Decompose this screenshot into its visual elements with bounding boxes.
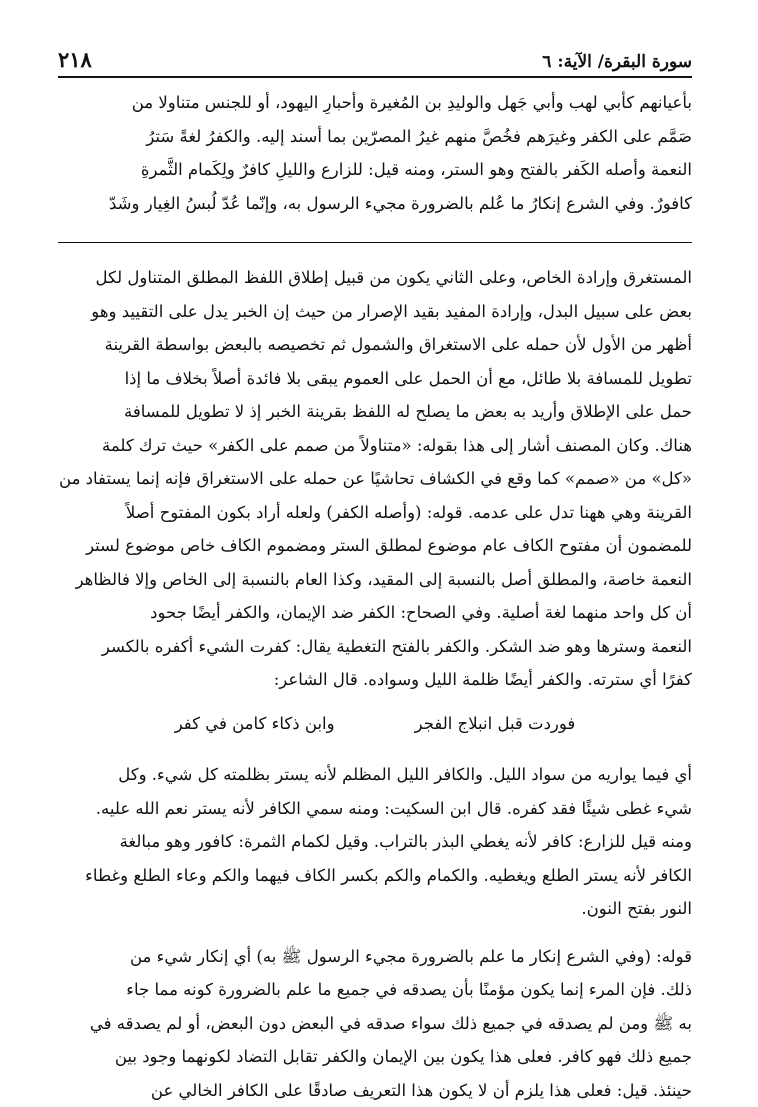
commentary-line: أي فيما يواريه من سواد الليل. والكافر الليل المظلم لأنه يستر بظلمته كل شيء. وكل — [58, 758, 692, 792]
commentary-line: «كل» من «صمم» كما وقع في الكشاف تحاشيًا عن حمله على الاستغراق فإنه إنما يستفاد من — [58, 462, 692, 496]
main-text-line: بأعيانهم كأبي لهب وأبي جَهل والوليدِ بن المُغيرة وأحبارِ اليهود، أو للجنس متناولا من — [58, 86, 692, 120]
commentary-line: ذلك. فإن المرء إنما يكون مؤمنًا بأن يصدقه في جميع ما علم بالضرورة كونه مما جاء — [58, 973, 692, 1007]
commentary-line: قوله: (وفي الشرع إنكار ما علم بالضرورة مجيء الرسول ﷺ به) أي إنكار شيء من — [58, 940, 692, 974]
surah-reference: سورة البقرة/ الآية: ٦ — [542, 52, 692, 72]
commentary-separator — [58, 242, 692, 243]
main-text-line: كافورٌ. وفي الشرع إنكارُ ما عُلم بالضرورة مجيء الرسول به، وإنّما عُدّ لُبسُ الغِيار وشَدّ — [58, 187, 692, 221]
commentary-line: هناك. وكان المصنف أشار إلى هذا بقوله: «متناولاً من صمم على الكفر» حيث ترك كلمة — [58, 429, 692, 463]
page-header — [58, 38, 692, 72]
commentary-line: النور بفتح النون. — [58, 892, 692, 926]
commentary-line: جميع ذلك فهو كافر. فعلى هذا يكون بين الإيمان والكفر تقابل التضاد لكونهما وجود بين — [58, 1040, 692, 1074]
header-rule — [58, 76, 692, 78]
commentary-line: كفرًا أي سترته. والكفر أيضًا ظلمة الليل وسواده. قال الشاعر: — [58, 663, 692, 697]
commentary-line: أن كل واحد منهما لغة أصلية. وفي الصحاح: الكفر ضد الإيمان، والكفر أيضًا جحود — [58, 596, 692, 630]
commentary-line: شيء غطى شيئًا فقد كفره. قال ابن السكيت: ومنه سمي الكافر لأنه يستر نعم الله عليه. — [58, 792, 692, 826]
main-text — [58, 86, 692, 220]
commentary-line: النعمة وسترها وهو ضد الشكر. والكفر بالفتح التغطية يقال: كفرت الشيء أكفره بالكسر — [58, 630, 692, 664]
commentary-line: حينئذ. قيل: فعلى هذا يلزم أن لا يكون هذا التعريف صادقًا على الكافر الخالي عن — [58, 1074, 692, 1107]
commentary-line: تطويل للمسافة بلا طائل، مع أن الحمل على العموم يبقى بلا فائدة أصلاً بخلاف ما إذا — [58, 362, 692, 396]
verse-hemistich-second: وابن ذكاء كامن في كفر — [175, 707, 335, 741]
page-number: ٢١٨ — [58, 47, 92, 72]
commentary-line: الكافر لأنه يستر الطلع ويغطيه. والكمام والكم بكسر الكاف فيهما والكم وعاء الطلع وغطاء — [58, 859, 692, 893]
commentary-line: به ﷺ ومن لم يصدقه في جميع ذلك سواء صدقه في البعض دون البعض، أو لم يصدقه في — [58, 1007, 692, 1041]
commentary-line: المستغرق وإرادة الخاص، وعلى الثاني يكون من قبيل إطلاق اللفظ المطلق المتناول لكل — [58, 261, 692, 295]
main-text-line: صَمَّم على الكفر وغيرَهم فخُصَّ منهم غيرُ المصرّين بما أسند إليه. والكفرُ لغةً سَترُ — [58, 120, 692, 154]
main-text-line: النعمة وأصله الكَفر بالفتح وهو الستر، ومنه قيل: للزارع والليلِ كافرٌ ولِكَمام الثَّمرةِ — [58, 153, 692, 187]
commentary-line: ومنه قيل للزارع: كافر لأنه يغطي البذر بالتراب. وقيل لكمام الثمرة: كافور وهو مبالغة — [58, 825, 692, 859]
commentary-line: النعمة خاصة، والمطلق أصل بالنسبة إلى المقيد، وكذا العام بالنسبة إلى الخاص وإلا فالظاهر — [58, 563, 692, 597]
poetry-verse — [58, 707, 692, 741]
verse-hemistich-first: فوردت قبل انبلاج الفجر — [415, 707, 576, 741]
commentary-line: القرينة وهي ههنا تدل على عدمه. قوله: (وأصله الكفر) ولعله أراد بكون المفتوح أصلاً — [58, 496, 692, 530]
commentary-line: أظهر من الأول لأن حمله على الاستغراق والشمول ثم تخصيصه بالبعض بواسطة القرينة — [58, 328, 692, 362]
commentary-line: للمضمون أن مفتوح الكاف عام موضوع لمطلق الستر ومضموم الكاف خاص موضوع لستر — [58, 529, 692, 563]
commentary-line: بعض على سبيل البدل، وإرادة المفيد بقيد الإصرار من حيث إن الخبر يدل على التقييد وهو — [58, 295, 692, 329]
commentary-line: حمل على الإطلاق وأريد به بعض ما يصلح له اللفظ بقرينة الخبر إذ لا تطويل للمسافة — [58, 395, 692, 429]
commentary-text — [58, 261, 692, 1107]
